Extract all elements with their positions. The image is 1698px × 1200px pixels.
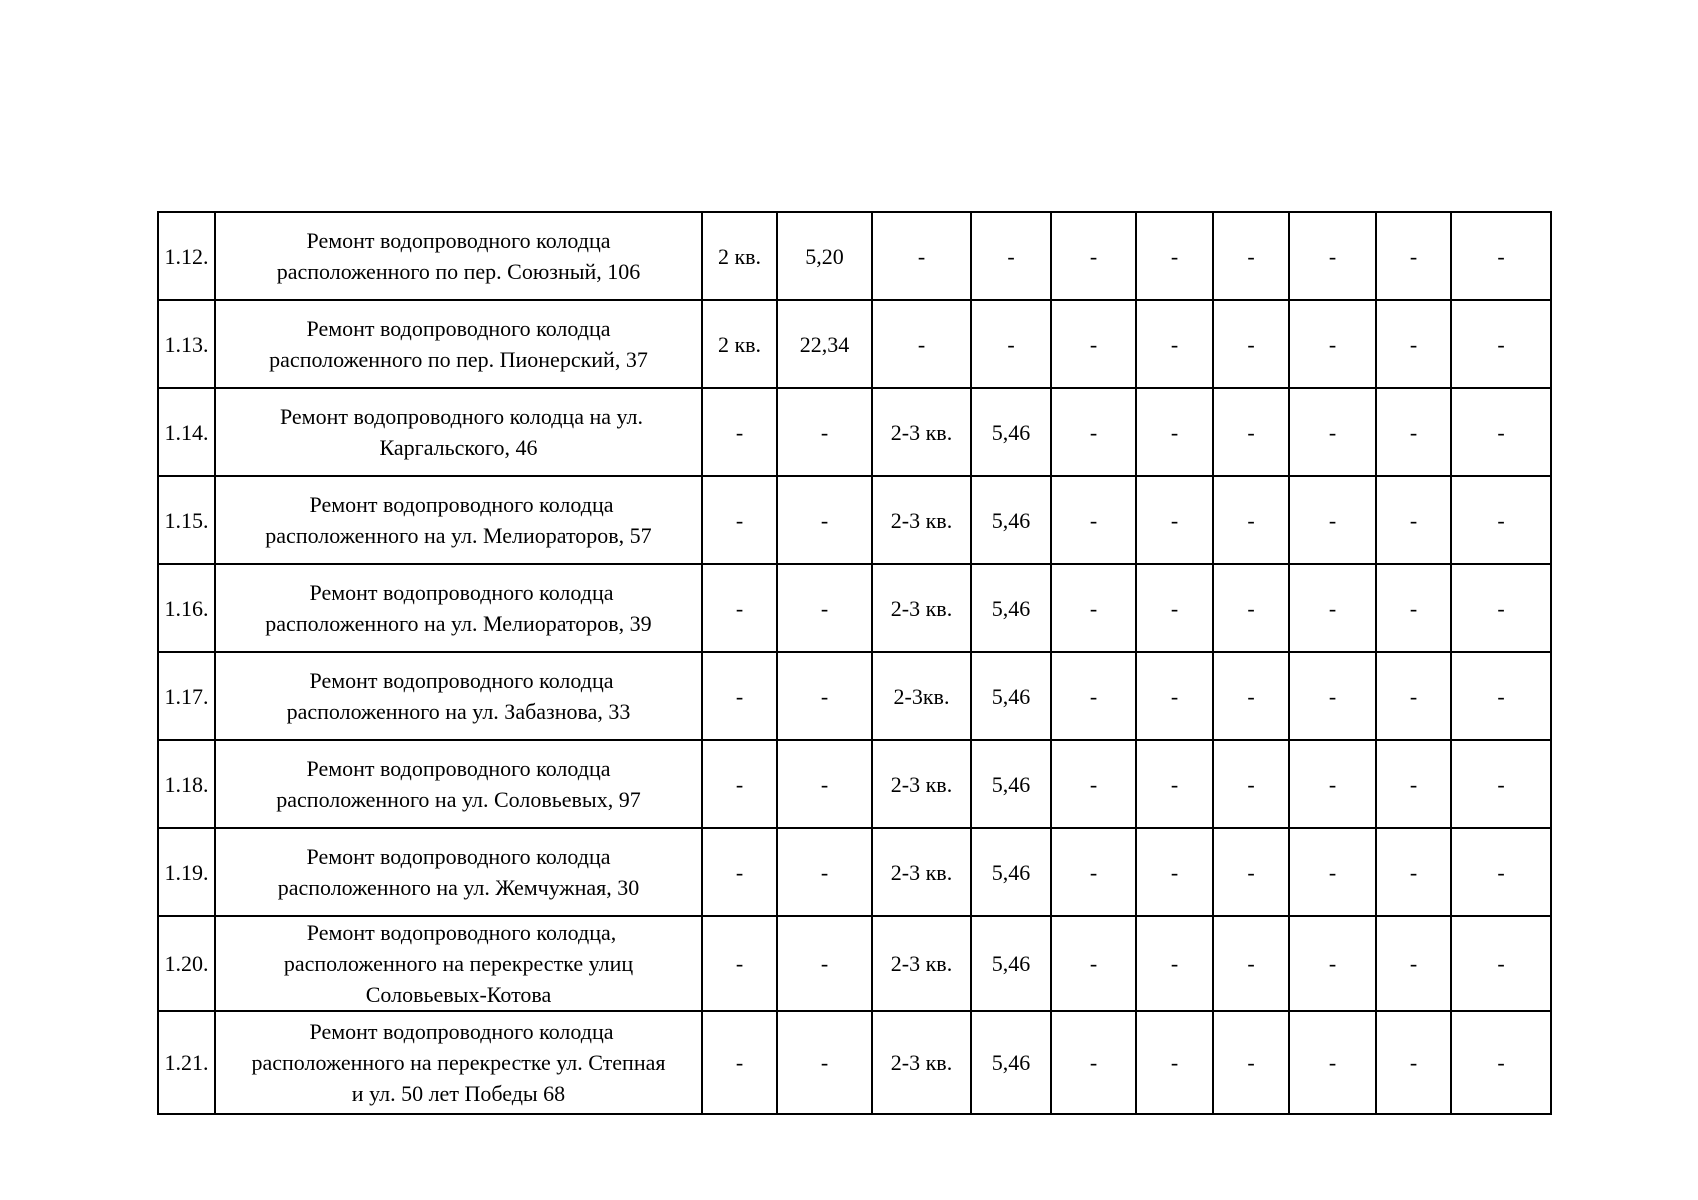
- value-cell: -: [1136, 652, 1213, 740]
- value-cell: -: [1289, 828, 1376, 916]
- value-cell: 5,20: [777, 212, 872, 300]
- value-cell: -: [1213, 300, 1289, 388]
- work-description: [215, 916, 702, 1011]
- description-line: Ремонт водопроводного колодца,: [306, 920, 617, 945]
- row-number: 1.15.: [158, 476, 215, 564]
- value-cell: -: [777, 740, 872, 828]
- value-cell: -: [1376, 1011, 1451, 1114]
- value-cell: -: [777, 388, 872, 476]
- value-cell: -: [1051, 212, 1136, 300]
- row-number: 1.21.: [158, 1011, 215, 1114]
- table-body: [158, 212, 1551, 1114]
- value-cell: -: [1289, 1011, 1376, 1114]
- value-cell: -: [777, 476, 872, 564]
- value-cell: -: [1213, 1011, 1289, 1114]
- value-cell: -: [1051, 828, 1136, 916]
- value-cell: 2 кв.: [702, 212, 777, 300]
- description-line: Ремонт водопроводного колодца: [309, 668, 614, 693]
- value-cell: -: [1136, 476, 1213, 564]
- value-cell: -: [1213, 212, 1289, 300]
- value-cell: -: [1451, 916, 1551, 1011]
- value-cell: 2-3 кв.: [872, 828, 971, 916]
- value-cell: 2-3 кв.: [872, 476, 971, 564]
- value-cell: 5,46: [971, 564, 1051, 652]
- value-cell: -: [777, 564, 872, 652]
- value-cell: -: [1376, 388, 1451, 476]
- description-line: Соловьевых-Котова: [365, 982, 552, 1007]
- value-cell: 5,46: [971, 388, 1051, 476]
- value-cell: -: [1289, 652, 1376, 740]
- work-description: [215, 564, 702, 652]
- value-cell: -: [1376, 916, 1451, 1011]
- description-line: расположенного на ул. Мелиораторов, 57: [265, 523, 652, 548]
- value-cell: 2-3 кв.: [872, 740, 971, 828]
- value-cell: -: [1136, 564, 1213, 652]
- value-cell: -: [702, 1011, 777, 1114]
- value-cell: -: [1451, 828, 1551, 916]
- value-cell: -: [1376, 828, 1451, 916]
- value-cell: 5,46: [971, 740, 1051, 828]
- description-line: Ремонт водопроводного колодца: [309, 580, 614, 605]
- work-description: [215, 1011, 702, 1114]
- work-description: [215, 652, 702, 740]
- description-line: расположенного на ул. Соловьевых, 97: [276, 787, 641, 812]
- value-cell: -: [1213, 388, 1289, 476]
- value-cell: 2 кв.: [702, 300, 777, 388]
- row-number: 1.14.: [158, 388, 215, 476]
- value-cell: 5,46: [971, 1011, 1051, 1114]
- value-cell: -: [1289, 212, 1376, 300]
- description-line: Каргальского, 46: [379, 435, 538, 460]
- value-cell: 2-3 кв.: [872, 388, 971, 476]
- value-cell: -: [1451, 564, 1551, 652]
- value-cell: -: [1451, 300, 1551, 388]
- value-cell: -: [702, 388, 777, 476]
- row-number: 1.20.: [158, 916, 215, 1011]
- value-cell: -: [1213, 828, 1289, 916]
- value-cell: -: [1451, 212, 1551, 300]
- description-line: Ремонт водопроводного колодца: [306, 316, 611, 341]
- table-row: [158, 388, 1551, 476]
- value-cell: -: [702, 740, 777, 828]
- work-description: [215, 740, 702, 828]
- value-cell: -: [1451, 476, 1551, 564]
- value-cell: -: [1289, 388, 1376, 476]
- work-description: [215, 212, 702, 300]
- value-cell: -: [1136, 388, 1213, 476]
- row-number: 1.17.: [158, 652, 215, 740]
- value-cell: -: [971, 300, 1051, 388]
- value-cell: -: [1289, 476, 1376, 564]
- value-cell: -: [1376, 652, 1451, 740]
- value-cell: -: [1051, 300, 1136, 388]
- value-cell: -: [1051, 652, 1136, 740]
- description-line: Ремонт водопроводного колодца: [309, 1019, 614, 1044]
- value-cell: 5,46: [971, 652, 1051, 740]
- value-cell: -: [1213, 916, 1289, 1011]
- value-cell: -: [1051, 388, 1136, 476]
- description-line: Ремонт водопроводного колодца: [306, 756, 611, 781]
- table-row: [158, 476, 1551, 564]
- table-row: [158, 564, 1551, 652]
- value-cell: -: [702, 652, 777, 740]
- value-cell: 5,46: [971, 476, 1051, 564]
- value-cell: 2-3 кв.: [872, 916, 971, 1011]
- value-cell: -: [702, 828, 777, 916]
- value-cell: -: [1136, 1011, 1213, 1114]
- work-description: [215, 300, 702, 388]
- value-cell: 22,34: [777, 300, 872, 388]
- value-cell: -: [1213, 652, 1289, 740]
- value-cell: -: [1136, 916, 1213, 1011]
- value-cell: -: [1213, 564, 1289, 652]
- work-description: [215, 388, 702, 476]
- table-row: [158, 1011, 1551, 1114]
- value-cell: -: [702, 476, 777, 564]
- value-cell: -: [1289, 564, 1376, 652]
- table-row: [158, 300, 1551, 388]
- value-cell: -: [1051, 564, 1136, 652]
- value-cell: -: [777, 828, 872, 916]
- description-line: расположенного на ул. Мелиораторов, 39: [265, 611, 652, 636]
- value-cell: -: [872, 212, 971, 300]
- value-cell: -: [1289, 300, 1376, 388]
- row-number: 1.19.: [158, 828, 215, 916]
- value-cell: -: [777, 652, 872, 740]
- table-row: [158, 652, 1551, 740]
- row-number: 1.13.: [158, 300, 215, 388]
- value-cell: -: [1136, 740, 1213, 828]
- description-line: расположенного по пер. Союзный, 106: [276, 259, 641, 284]
- value-cell: -: [872, 300, 971, 388]
- description-line: расположенного на перекрестке ул. Степная: [251, 1050, 666, 1075]
- value-cell: -: [1451, 1011, 1551, 1114]
- row-number: 1.18.: [158, 740, 215, 828]
- value-cell: 2-3 кв.: [872, 1011, 971, 1114]
- value-cell: 2-3 кв.: [872, 564, 971, 652]
- value-cell: -: [702, 564, 777, 652]
- table-row: [158, 916, 1551, 1011]
- value-cell: -: [777, 1011, 872, 1114]
- description-line: расположенного на перекрестке улиц: [283, 951, 634, 976]
- description-line: Ремонт водопроводного колодца: [306, 844, 611, 869]
- value-cell: -: [1136, 212, 1213, 300]
- table-row: [158, 828, 1551, 916]
- value-cell: -: [1376, 740, 1451, 828]
- description-line: Ремонт водопроводного колодца на ул.: [279, 404, 644, 429]
- description-line: Ремонт водопроводного колодца: [306, 228, 611, 253]
- value-cell: -: [777, 916, 872, 1011]
- description-line: расположенного на ул. Забазнова, 33: [286, 699, 631, 724]
- value-cell: -: [1136, 300, 1213, 388]
- row-number: 1.16.: [158, 564, 215, 652]
- value-cell: -: [1451, 740, 1551, 828]
- table-row: [158, 212, 1551, 300]
- work-description: [215, 476, 702, 564]
- value-cell: -: [1376, 300, 1451, 388]
- description-line: Ремонт водопроводного колодца: [309, 492, 614, 517]
- work-description: [215, 828, 702, 916]
- value-cell: -: [1051, 916, 1136, 1011]
- value-cell: -: [1451, 652, 1551, 740]
- row-number: 1.12.: [158, 212, 215, 300]
- value-cell: -: [1376, 476, 1451, 564]
- value-cell: -: [1376, 564, 1451, 652]
- value-cell: 5,46: [971, 828, 1051, 916]
- value-cell: -: [1136, 828, 1213, 916]
- value-cell: -: [1289, 916, 1376, 1011]
- value-cell: 2-3кв.: [872, 652, 971, 740]
- value-cell: -: [1451, 388, 1551, 476]
- description-line: расположенного на ул. Жемчужная, 30: [277, 875, 640, 900]
- value-cell: -: [1213, 740, 1289, 828]
- value-cell: -: [1051, 476, 1136, 564]
- description-line: и ул. 50 лет Победы 68: [351, 1081, 566, 1106]
- value-cell: -: [1289, 740, 1376, 828]
- value-cell: 5,46: [971, 916, 1051, 1011]
- value-cell: -: [702, 916, 777, 1011]
- works-table: [157, 211, 1552, 1115]
- value-cell: -: [1051, 740, 1136, 828]
- value-cell: -: [1051, 1011, 1136, 1114]
- value-cell: -: [1376, 212, 1451, 300]
- description-line: расположенного по пер. Пионерский, 37: [269, 347, 648, 372]
- value-cell: -: [1213, 476, 1289, 564]
- table-row: [158, 740, 1551, 828]
- value-cell: -: [971, 212, 1051, 300]
